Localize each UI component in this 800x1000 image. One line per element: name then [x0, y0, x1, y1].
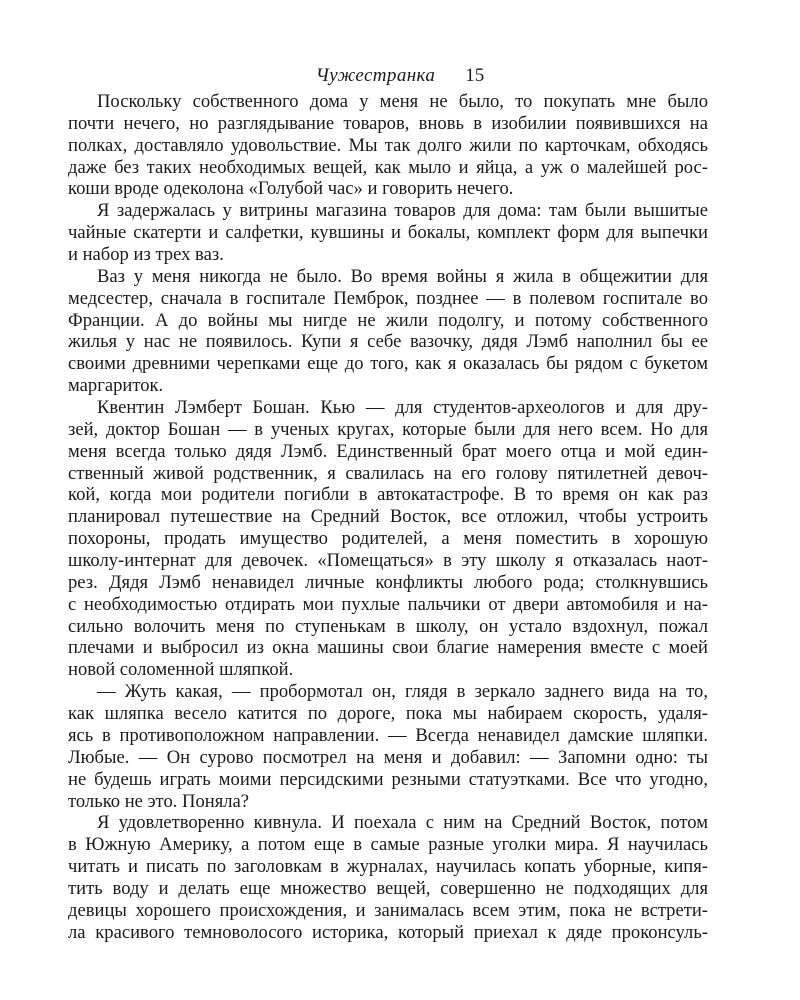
- text-line: ясь в противоположном направлении. — Всегда ненавидел дамские шляпки.: [68, 724, 708, 746]
- text-line: с необходимостью отдирать мои пухлые пальчики от двери автомобиля и на-: [68, 593, 708, 615]
- text-line: меня всегда только дядя Лэмб. Единственный брат моего отца и мой един-: [68, 440, 708, 462]
- text-line: почти нечего, но разглядывание товаров, вновь в изобилии появившихся на: [68, 112, 708, 134]
- text-line: школу-интернат для девочек. «Помещаться» в эту школу я отказалась наот-: [68, 550, 708, 572]
- text-line: как шляпка весело катится по дороге, пока мы набираем скорость, удаля-: [68, 703, 708, 725]
- text-line: Я удовлетворенно кивнула. И поехала с ним на Средний Восток, потом: [97, 812, 708, 834]
- text-line: маргариток.: [68, 375, 164, 397]
- text-line: не будешь играть моими персидскими резными статуэтками. Все что угодно,: [68, 768, 708, 790]
- page-number: 15: [465, 65, 485, 86]
- text-line: даже без таких необходимых вещей, как мыло и яйца, а уж о малейшей рос-: [68, 156, 708, 178]
- text-line: рез. Дядя Лэмб ненавидел личные конфликты любого рода; столкнувшись: [68, 571, 708, 593]
- text-line: сильно волочить меня по ступенькам в школу, он устало вздохнул, пожал: [68, 615, 708, 637]
- text-line: полках, доставляло удовольствие. Мы так долго жили по карточкам, обходясь: [68, 134, 708, 156]
- text-line: ственный живой родственник, я свалилась на его голову пятилетней девоч-: [68, 462, 708, 484]
- paragraph: [68, 812, 708, 943]
- paragraph: [68, 266, 708, 397]
- text-line: в Южную Америку, а потом еще в самые разные уголки мира. Я научилась: [68, 834, 708, 856]
- text-line: Ваз у меня никогда не было. Во время войны я жила в общежитии для: [97, 265, 708, 287]
- text-line: ла красивого темноволосого историка, который приехал к дяде проконсуль-: [68, 921, 708, 943]
- text-line: кой, когда мои родители погибли в автокатастрофе. В то время он как раз: [68, 484, 708, 506]
- paragraph: [68, 681, 708, 812]
- running-title: Чужестранка: [315, 65, 436, 86]
- text-line: чайные скатерти и салфетки, кувшины и бокалы, комплект форм для выпечки: [68, 222, 708, 244]
- paragraph: [68, 200, 708, 266]
- text-line: Любые. — Он сурово посмотрел на меня и добавил: — Запомни одно: ты: [68, 746, 708, 768]
- text-line: Франции. А до войны мы нигде не жили подолгу, и потому собственного: [68, 309, 708, 331]
- text-line: похороны, продать имущество родителей, а меня поместить в хорошую: [68, 528, 708, 550]
- body-text: [68, 91, 708, 944]
- text-line: коши вроде одеколона «Голубой час» и говорить нечего.: [68, 178, 514, 200]
- text-line: Поскольку собственного дома у меня не было, то покупать мне было: [97, 91, 708, 112]
- text-line: плечами и выбросил из окна машины свои благие намерения вместе с моей: [68, 637, 708, 659]
- text-line: читать и писать по заголовкам в журналах, научилась копать уборные, кипя-: [68, 856, 708, 878]
- running-head: [0, 64, 800, 88]
- paragraph: [68, 91, 708, 200]
- text-line: жилья у нас не появилось. Купи я себе вазочку, дядя Лэмб наполнил бы ее: [68, 331, 708, 353]
- text-line: тить воду и делать еще множество вещей, совершенно не подходящих для: [68, 877, 708, 899]
- text-line: Я задержалась у витрины магазина товаров для дома: там были вышитые: [97, 200, 708, 222]
- text-line: девицы хорошего происхождения, и занималась всем этим, пока не встрети-: [68, 899, 708, 921]
- text-line: своими древними черепками еще до того, как я оказалась бы рядом с букетом: [68, 353, 708, 375]
- text-line: Квентин Лэмберт Бошан. Кью — для студентов-археологов и для дру-: [97, 397, 708, 419]
- text-line: — Жуть какая, — пробормотал он, глядя в зеркало заднего вида на то,: [97, 681, 708, 703]
- text-line: новой соломенной шляпкой.: [68, 659, 294, 681]
- paragraph: [68, 397, 708, 681]
- text-line: зей, доктор Бошан — в ученых кругах, которые были для него всем. Но для: [68, 418, 708, 440]
- text-line: только не это. Поняла?: [68, 790, 250, 812]
- text-line: медсестер, сначала в госпитале Пемброк, позднее — в полевом госпитале во: [68, 287, 708, 309]
- text-line: планировал путешествие на Средний Восток, все отложил, чтобы устроить: [68, 506, 708, 528]
- text-line: и набор из трех ваз.: [68, 244, 224, 266]
